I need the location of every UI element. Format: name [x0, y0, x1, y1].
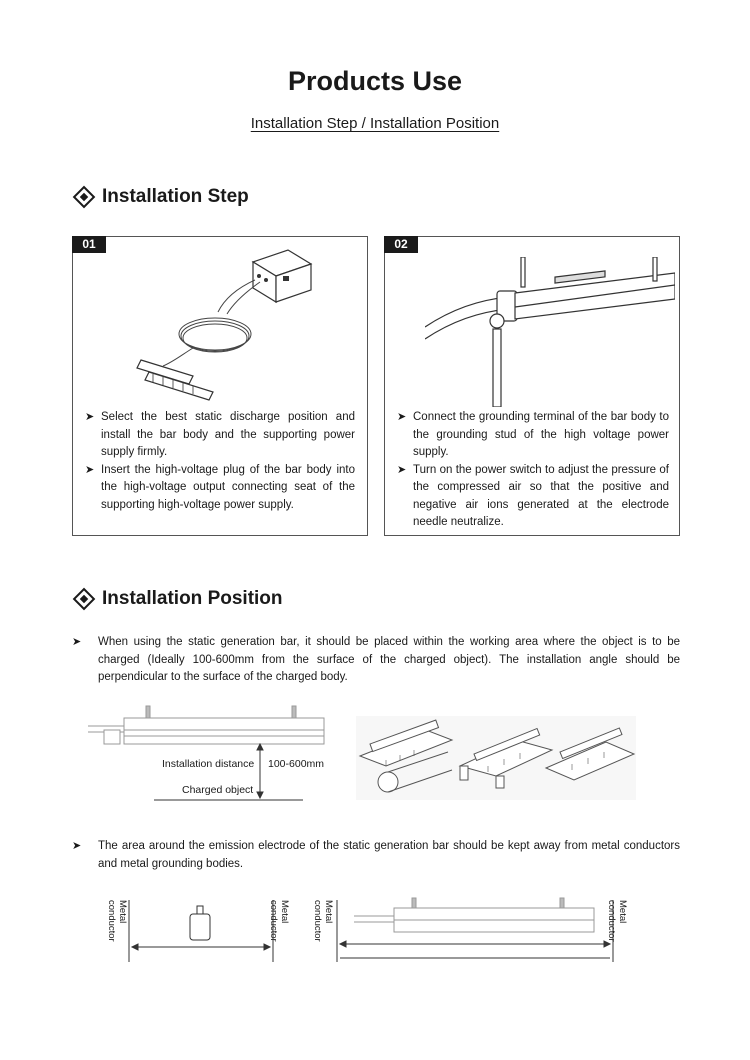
metal-conductor-label-3: Metal conductor	[312, 900, 334, 942]
section-heading-text: Installation Position	[102, 588, 283, 609]
step-01-bullet-list	[85, 409, 355, 514]
page-title: Products Use	[287, 66, 463, 96]
list-item	[397, 462, 669, 532]
subtitle-text: Installation Step / Installation Position	[250, 115, 500, 132]
switch-icon	[283, 276, 289, 281]
paragraph-placement	[72, 634, 680, 687]
arrowhead-icon: ➤	[72, 840, 82, 852]
section-heading-installation-step	[72, 186, 249, 208]
clearance-diagram-side-view	[334, 894, 616, 966]
clearance-diagram-end-view	[126, 900, 276, 966]
metal-conductor-label-1: Metal conductor	[106, 900, 128, 942]
diamond-icon	[73, 186, 96, 209]
step-badge: 01	[72, 236, 106, 253]
step-02-bullet-list	[397, 409, 669, 532]
bullet-text: Turn on the power switch to adjust the pressure of the compressed air so that the positive and negative air ions generated at the electrode needle neutralize.	[413, 463, 669, 528]
list-item	[85, 409, 355, 462]
arrowhead-icon: ➤	[72, 636, 82, 648]
metal-conductor-label-4: Metal conductor	[606, 900, 628, 942]
arrowhead-icon: ➤	[397, 463, 407, 476]
arrowhead-icon: ➤	[85, 463, 95, 476]
step-card-02	[384, 236, 680, 536]
arrowhead-icon: ➤	[397, 411, 407, 423]
roller-application-illustrations	[356, 716, 636, 800]
paragraph-metal-clearance	[72, 838, 680, 873]
bullet-text: Insert the high-voltage plug of the bar body into the high-voltage output connecting seat of the supporting high-voltage power supply.	[101, 463, 355, 511]
list-item	[85, 462, 355, 515]
installation-distance-label: Installation distance	[162, 758, 255, 770]
section-heading-installation-position	[72, 588, 283, 610]
page-subtitle	[0, 115, 750, 132]
paragraph-text: The area around the emission electrode of the static generation bar should be kept away from metal conductors and metal grounding bodies.	[98, 840, 680, 870]
bar-grounding-illustration	[425, 257, 675, 407]
section-heading-text: Installation Step	[102, 186, 249, 207]
diamond-icon	[73, 588, 96, 611]
power-supply-illustration	[123, 242, 333, 412]
charged-object-label: Charged object	[182, 784, 254, 796]
step-card-01	[72, 236, 368, 536]
bullet-text: Connect the grounding terminal of the bar body to the grounding stud of the high voltage power supply.	[413, 411, 669, 458]
paragraph-text: When using the static generation bar, it should be placed within the working area where the object is to be charged (Ideally 100-600mm from the surface of the charged object). The installation angle should be perpendicular to the surface of the charged body.	[98, 636, 680, 683]
arrowhead-icon: ➤	[85, 411, 95, 423]
step-badge: 02	[384, 236, 418, 253]
metal-conductor-label-2: Metal conductor	[268, 900, 290, 942]
distance-value-label: 100-600mm	[268, 758, 325, 770]
list-item	[397, 409, 669, 462]
bullet-text: Select the best static discharge position and install the bar body and the supporting power supply firmly.	[101, 411, 355, 458]
